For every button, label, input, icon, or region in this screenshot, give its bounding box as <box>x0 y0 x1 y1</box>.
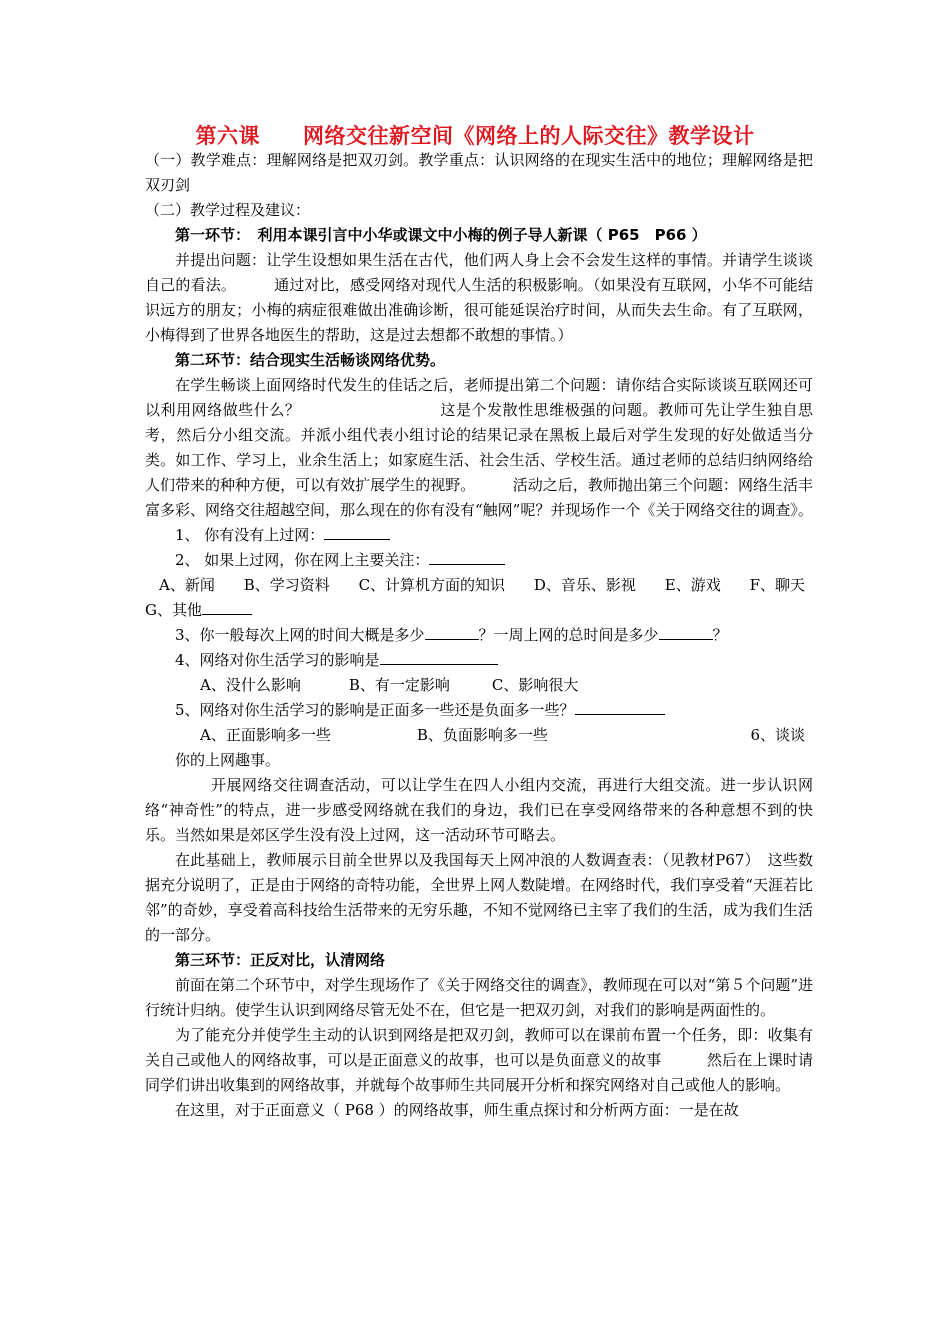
survey-question-4-options <box>145 673 813 698</box>
survey-question-3 <box>145 623 813 648</box>
paragraph-survey-activity: 开展网络交往调查活动，可以让学生在四人小组内交流，再进行大组交流。进一步认识网络“神奇性”的特点，进一步感受网络就在我们的身边，我们已在享受网络带来的各种意想不到的快乐。当然如果是郊区学生没有没上过网，这一活动环节可略去。 <box>145 776 813 844</box>
survey-question-2-text: 2、 如果上过网，你在网上主要关注： <box>175 551 430 569</box>
section-heading-2: 第二环节：结合现实生活畅谈网络优势。 <box>175 351 446 369</box>
survey-question-2-options <box>145 573 813 598</box>
survey-question-3-text-a: 3、你一般每次上网的时间大概是多少 <box>175 626 425 644</box>
option-big-effect: C、影响很大 <box>491 676 579 694</box>
survey-question-1 <box>145 523 813 548</box>
option-game: E、游戏 <box>664 576 721 594</box>
survey-question-3-text-b: ？一周上网的总时间是多少 <box>478 626 659 644</box>
paragraph-process: （二）教学过程及建议： <box>145 201 311 219</box>
survey-question-5 <box>145 698 813 723</box>
survey-question-2 <box>145 548 813 573</box>
option-computer: C、计算机方面的知识 <box>358 576 506 594</box>
paragraph-double-edged: 为了能充分并使学生主动的认识到网络是把双刃剑，教师可以在课前布置一个任务，即：收集有关自己或他人的网络故事，可以是正面意义的故事，也可以是负面意义的故事 然后在上课时请同学们讲出收集到的网络故事，并就每个故事师生共同展开分析和探究网络对自己或他人的影响。 <box>145 1026 813 1094</box>
answer-blank-5[interactable] <box>575 700 665 715</box>
survey-question-2-other <box>145 598 813 623</box>
answer-blank-3a[interactable] <box>425 625 479 640</box>
option-study: B、学习资料 <box>243 576 330 594</box>
document-body <box>145 148 813 1123</box>
survey-question-4 <box>145 648 813 673</box>
section-heading-1: 第一环节： 利用本课引言中小华或课文中小梅的例子导人新课（ P65 P66 ） <box>175 226 707 244</box>
paragraph-difficulty: （一）教学难点：理解网络是把双刃剑。教学重点：认识网络的在现实生活中的地位；理解网络是把双刃剑 <box>145 151 813 194</box>
option-no-effect: A、没什么影响 <box>200 676 301 694</box>
answer-blank-other[interactable] <box>202 600 252 615</box>
answer-blank-4[interactable] <box>380 650 498 665</box>
section-heading-3: 第三环节：正反对比，认清网络 <box>175 951 386 969</box>
paragraph-section2: 在学生畅谈上面网络时代发生的佳话之后，老师提出第二个问题：请你结合实际谈谈互联网还可以利用网络做些什么？ 这是个发散性思维极强的问题。教师可先让学生独自思考，然后分小组交流。并派小组代表小组讨论的结果记录在黑板上最后对学生发现的好处做适当分类。如工作、学习上，业余生活上；如家庭生活、社会生活、学校生活。通过老师的总结归纳网络给人们带来的种种方便，可以有效扩展学生的视野。 活动之后，教师抛出第三个问题：网络生活丰富多彩、网络交往超越空间，那么现在的你有没有“触网”呢？并现场作一个《关于网络交往的调查》。 <box>145 376 813 519</box>
paragraph-section1: 并提出问题：让学生设想如果生活在古代，他们两人身上会不会发生这样的事情。并请学生谈谈自己的看法。 通过对比，感受网络对现代人生活的积极影响。（如果没有互联网，小华不可能结识远方的朋友；小梅的病症很难做出准确诊断，很可能延误治疗时间，从而失去生命。有了互联网，小梅得到了世界各地医生的帮助，这是过去想都不敢想的事情。） <box>145 251 813 344</box>
paragraph-positive-stories: 在这里，对于正面意义（ P68 ）的网络故事，师生重点探讨和分析两方面：一是在故 <box>175 1101 739 1119</box>
option-chat: F、聊天 <box>749 576 805 594</box>
option-other: G、其他 <box>145 601 202 619</box>
survey-question-4-text: 4、网络对你生活学习的影响是 <box>175 651 380 669</box>
option-positive: A、正面影响多一些 <box>200 726 331 744</box>
document-title: 第六课 网络交往新空间《网络上的人际交往》教学设计 <box>195 124 755 148</box>
answer-blank-3b[interactable] <box>659 625 713 640</box>
survey-question-5-text: 5、网络对你生活学习的影响是正面多一些还是负面多一些？ <box>175 701 575 719</box>
survey-question-3-text-c: ？ <box>712 626 728 644</box>
paragraph-section3: 前面在第二个环节中，对学生现场作了《关于网络交往的调查》，教师现在可以对“第５个问题”进行统计归纳。使学生认识到网络尽管无处不在，但它是一把双刃剑，对我们的影响是两面性的。 <box>145 976 813 1019</box>
paragraph-statistics: 在此基础上，教师展示目前全世界以及我国每天上网冲浪的人数调查表：（见教材P67） 这些数据充分说明了，正是由于网络的奇特功能，全世界上网人数陡增。在网络时代，我们享受着“天涯若比邻”的奇妙，享受着高科技给生活带来的无穷乐趣，不知不觉网络已主宰了我们的生活，成为我们生活的一部分。 <box>145 851 813 944</box>
option-news: A、新闻 <box>159 576 215 594</box>
survey-question-6-continued: 你的上网趣事。 <box>175 751 281 769</box>
option-negative: B、负面影响多一些 <box>416 726 548 744</box>
option-some-effect: B、有一定影响 <box>348 676 450 694</box>
option-music: D、音乐、影视 <box>533 576 636 594</box>
survey-question-1-text: 1、 你有没有上过网： <box>175 526 325 544</box>
survey-question-6: 6、谈谈 <box>750 726 805 744</box>
survey-question-5-options <box>145 723 813 748</box>
answer-blank-2[interactable] <box>429 550 505 565</box>
answer-blank-1[interactable] <box>324 525 390 540</box>
